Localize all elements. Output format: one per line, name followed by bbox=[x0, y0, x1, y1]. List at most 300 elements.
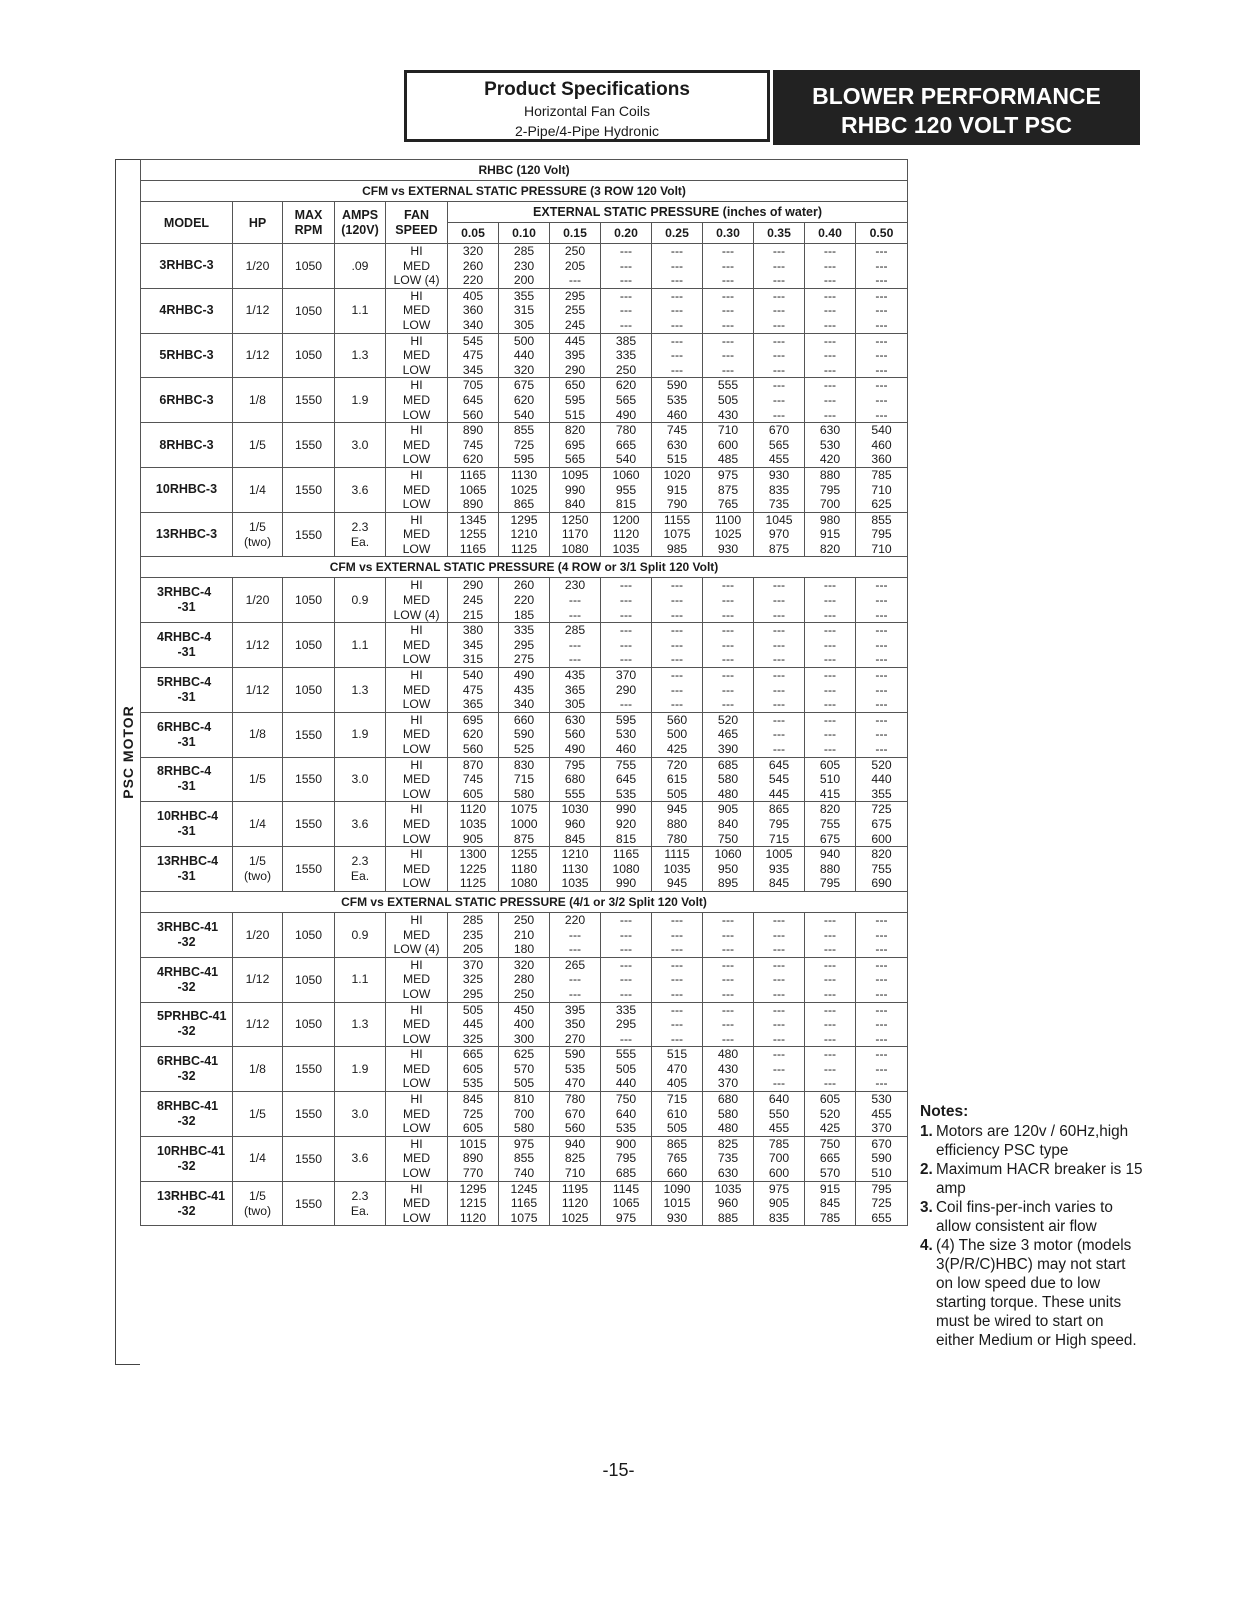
cell-line: 745 bbox=[666, 423, 688, 438]
cell-line: 1215 bbox=[459, 1196, 487, 1211]
cell-line: --- bbox=[619, 303, 633, 318]
cell-line: LOW bbox=[402, 986, 431, 1001]
cell-line: 395 bbox=[564, 1002, 586, 1017]
cell-line: --- bbox=[772, 317, 786, 332]
note-text: Motors are 120v / 60Hz,high efficiency PSC type bbox=[936, 1123, 1129, 1159]
cell-line: 515 bbox=[666, 452, 688, 467]
cfm-cell bbox=[856, 578, 908, 623]
cell-line: 590 bbox=[513, 727, 535, 742]
cfm-cell bbox=[856, 623, 908, 668]
cell-line: MED bbox=[402, 1151, 431, 1166]
cell-line: --- bbox=[772, 348, 786, 363]
note-item bbox=[920, 1122, 1145, 1160]
model-name: 5PRHBC-41 bbox=[157, 1009, 227, 1024]
cell-line: 1095 bbox=[561, 467, 589, 482]
cell-line: --- bbox=[721, 593, 735, 608]
cell-line: --- bbox=[772, 727, 786, 742]
cfm-cell bbox=[448, 378, 499, 423]
cfm-cell bbox=[754, 333, 805, 378]
cell-line: 795 bbox=[819, 876, 841, 891]
cell-line: 405 bbox=[462, 288, 484, 303]
cell-line: HI bbox=[410, 712, 423, 727]
cell-line: 1.3 bbox=[351, 1017, 369, 1032]
cell-line: --- bbox=[772, 578, 786, 593]
model-name: 10RHBC-4 bbox=[157, 809, 219, 824]
cell-line: 420 bbox=[819, 452, 841, 467]
rpm-cell: 1550 bbox=[283, 1181, 335, 1226]
cell-line: --- bbox=[772, 303, 786, 318]
section-banner-row bbox=[141, 891, 908, 912]
cfm-cell bbox=[550, 712, 601, 757]
cell-line: --- bbox=[721, 303, 735, 318]
model-suffix: -31 bbox=[177, 645, 196, 660]
cfm-cell bbox=[550, 423, 601, 468]
cell-line: 905 bbox=[768, 1196, 790, 1211]
cell-line: --- bbox=[619, 273, 633, 288]
model-cell bbox=[141, 1047, 233, 1092]
cell-line: 1/12 bbox=[245, 1017, 270, 1032]
cell-line: --- bbox=[875, 273, 888, 288]
cell-line: 1035 bbox=[459, 816, 487, 831]
rpm-cell: 1050 bbox=[283, 957, 335, 1002]
cell-line: 855 bbox=[871, 512, 892, 527]
cell-line: 600 bbox=[871, 831, 892, 846]
cell-line: HI bbox=[410, 1136, 423, 1151]
cfm-cell bbox=[703, 757, 754, 802]
cell-line: 500 bbox=[666, 727, 688, 742]
cell-line: (two) bbox=[243, 1203, 272, 1218]
cell-line: 215 bbox=[462, 607, 484, 622]
cell-line: --- bbox=[670, 637, 684, 652]
cell-line: 270 bbox=[564, 1031, 586, 1046]
cell-line: --- bbox=[670, 986, 684, 1001]
cell-line: 875 bbox=[768, 541, 790, 556]
model-suffix: -32 bbox=[177, 1024, 196, 1039]
cell-line: --- bbox=[721, 1031, 735, 1046]
cell-line: 525 bbox=[513, 742, 535, 756]
fan-speed-cell bbox=[386, 423, 448, 468]
col-esp-title: EXTERNAL STATIC PRESSURE (inches of water) bbox=[448, 202, 908, 223]
cell-line: 305 bbox=[564, 697, 586, 712]
model-name: 4RHBC-4 bbox=[157, 630, 212, 645]
model-cell bbox=[141, 288, 233, 333]
cell-line: 490 bbox=[564, 742, 586, 756]
table-row bbox=[141, 423, 908, 468]
cfm-cell bbox=[703, 378, 754, 423]
cell-line: --- bbox=[670, 927, 684, 942]
cell-line: 480 bbox=[717, 1047, 739, 1062]
cell-line: 210 bbox=[513, 927, 535, 942]
cell-line: 505 bbox=[513, 1076, 535, 1091]
cell-line: 780 bbox=[666, 831, 688, 846]
cell-line: 780 bbox=[615, 423, 637, 438]
cell-line: 315 bbox=[513, 303, 535, 318]
cfm-cell bbox=[652, 423, 703, 468]
table-row bbox=[141, 512, 908, 557]
cell-line: --- bbox=[772, 273, 786, 288]
cell-line: 1080 bbox=[510, 876, 538, 891]
hp-cell bbox=[233, 378, 283, 423]
cell-line: 960 bbox=[717, 1196, 739, 1211]
cfm-cell bbox=[703, 1181, 754, 1226]
cfm-cell bbox=[856, 288, 908, 333]
cell-line: --- bbox=[568, 942, 582, 957]
cell-line: --- bbox=[568, 637, 582, 652]
cell-line: --- bbox=[823, 407, 837, 422]
cell-line: MED bbox=[402, 482, 431, 497]
cell-line: 930 bbox=[768, 467, 790, 482]
note-text: (4) The size 3 motor (models 3(P/R/C)HBC) may not start on low speed due to low starting torque. These units must be wired to start on either Medium or High speed. bbox=[936, 1237, 1137, 1349]
cell-line: --- bbox=[619, 912, 633, 927]
cfm-cell bbox=[601, 244, 652, 289]
cell-line: 540 bbox=[462, 668, 484, 683]
column-header-row bbox=[141, 202, 908, 223]
cell-line: --- bbox=[772, 1031, 786, 1046]
cfm-cell bbox=[601, 578, 652, 623]
cell-line: --- bbox=[823, 317, 837, 332]
cell-line: LOW bbox=[402, 697, 431, 712]
cell-line: 370 bbox=[615, 668, 637, 683]
cfm-cell bbox=[601, 1136, 652, 1181]
table-row bbox=[141, 847, 908, 892]
cfm-cell bbox=[499, 467, 550, 512]
cfm-cell bbox=[856, 1047, 908, 1092]
cell-line: 365 bbox=[564, 682, 586, 697]
table-row bbox=[141, 1136, 908, 1181]
cell-line: 220 bbox=[564, 912, 586, 927]
cell-line: LOW bbox=[402, 742, 431, 756]
cell-line: --- bbox=[619, 652, 633, 667]
fan-speed-cell bbox=[386, 1181, 448, 1226]
model-suffix: -31 bbox=[177, 689, 196, 704]
cell-line: LOW bbox=[402, 541, 431, 556]
cell-line: 610 bbox=[666, 1106, 688, 1121]
cell-line: --- bbox=[619, 623, 633, 638]
cell-line: 700 bbox=[819, 497, 841, 512]
cell-line: 940 bbox=[564, 1136, 586, 1151]
cell-line: 535 bbox=[564, 1061, 586, 1076]
cfm-cell bbox=[703, 288, 754, 333]
cell-line: 715 bbox=[513, 772, 535, 787]
cell-line: 290 bbox=[615, 682, 637, 697]
cell-line: Ea. bbox=[350, 1203, 370, 1218]
cfm-cell bbox=[754, 288, 805, 333]
cfm-cell bbox=[652, 1181, 703, 1226]
cell-line: 1065 bbox=[459, 482, 487, 497]
cell-line: 350 bbox=[564, 1017, 586, 1032]
cfm-cell bbox=[652, 712, 703, 757]
cell-line: (two) bbox=[243, 534, 272, 549]
cell-line: 985 bbox=[666, 541, 688, 556]
product-spec-header bbox=[404, 70, 770, 142]
cell-line: 440 bbox=[615, 1076, 637, 1091]
cell-line: 1155 bbox=[663, 512, 691, 527]
cell-line: 1165 bbox=[459, 467, 487, 482]
cell-line: 605 bbox=[819, 1092, 841, 1107]
cfm-cell bbox=[856, 957, 908, 1002]
cell-line: 1/5 bbox=[249, 519, 266, 534]
cell-line: 545 bbox=[768, 772, 790, 787]
cfm-cell bbox=[652, 912, 703, 957]
cell-line: --- bbox=[823, 362, 837, 377]
cell-line: 955 bbox=[615, 482, 637, 497]
cell-line: 550 bbox=[768, 1106, 790, 1121]
cell-line: 810 bbox=[513, 1092, 535, 1107]
cell-line: 1130 bbox=[510, 467, 538, 482]
cell-line: MED bbox=[402, 303, 431, 318]
cell-line: MED bbox=[402, 1061, 431, 1076]
cell-line: 600 bbox=[768, 1166, 790, 1181]
fan-speed-cell bbox=[386, 244, 448, 289]
cell-line: 785 bbox=[819, 1210, 841, 1225]
fan-speed-cell bbox=[386, 288, 448, 333]
cfm-cell bbox=[550, 847, 601, 892]
cell-line: 460 bbox=[871, 437, 892, 452]
model-name: 8RHBC-3 bbox=[159, 437, 214, 452]
cell-line: 250 bbox=[615, 362, 637, 377]
cell-line: 710 bbox=[871, 482, 892, 497]
cell-line: --- bbox=[875, 593, 888, 608]
cell-line: 820 bbox=[819, 802, 841, 817]
cell-line: Ea. bbox=[350, 534, 370, 549]
cfm-cell bbox=[754, 578, 805, 623]
cell-line: --- bbox=[875, 927, 888, 942]
table-title-row bbox=[141, 160, 908, 181]
cfm-cell bbox=[805, 333, 856, 378]
cell-line: 640 bbox=[768, 1092, 790, 1107]
cell-line: 1295 bbox=[459, 1181, 487, 1196]
cell-line: --- bbox=[875, 362, 888, 377]
rpm-cell: 1050 bbox=[283, 668, 335, 713]
rpm-cell: 1050 bbox=[283, 244, 335, 289]
model-cell bbox=[141, 244, 233, 289]
cfm-cell bbox=[601, 333, 652, 378]
cell-line: --- bbox=[875, 727, 888, 742]
note-text: Coil fins-per-inch varies to allow consistent air flow bbox=[936, 1199, 1113, 1235]
cell-line: 590 bbox=[666, 378, 688, 393]
cfm-cell bbox=[499, 378, 550, 423]
cell-line: HI bbox=[410, 757, 423, 772]
cell-line: 285 bbox=[513, 244, 535, 258]
cell-line: 440 bbox=[513, 348, 535, 363]
rpm-cell: 1550 bbox=[283, 378, 335, 423]
cell-line: --- bbox=[772, 742, 786, 756]
section-banner-row bbox=[141, 181, 908, 202]
cell-line: 1/8 bbox=[249, 392, 266, 407]
cfm-cell bbox=[550, 378, 601, 423]
cell-line: 505 bbox=[717, 392, 739, 407]
cell-line: 580 bbox=[513, 786, 535, 801]
cell-line: --- bbox=[670, 972, 684, 987]
note-number: 1. bbox=[920, 1123, 933, 1140]
cell-line: --- bbox=[772, 1002, 786, 1017]
cfm-cell bbox=[499, 333, 550, 378]
fan-speed-cell bbox=[386, 957, 448, 1002]
cell-line: --- bbox=[823, 1017, 837, 1032]
cell-line: --- bbox=[670, 348, 684, 363]
cell-line: 315 bbox=[462, 652, 484, 667]
cfm-cell bbox=[448, 623, 499, 668]
cell-line: 580 bbox=[717, 1106, 739, 1121]
cell-line: --- bbox=[670, 912, 684, 927]
cell-line: 675 bbox=[819, 831, 841, 846]
cfm-cell bbox=[856, 912, 908, 957]
amps-cell bbox=[335, 244, 386, 289]
cell-line: 1035 bbox=[714, 1181, 742, 1196]
cfm-cell bbox=[499, 1002, 550, 1047]
cell-line: 335 bbox=[615, 348, 637, 363]
cell-line: 885 bbox=[717, 1210, 739, 1225]
cell-line: --- bbox=[823, 258, 837, 273]
cfm-cell bbox=[754, 423, 805, 468]
cell-line: HI bbox=[410, 623, 423, 638]
amps-cell bbox=[335, 802, 386, 847]
cfm-cell bbox=[703, 467, 754, 512]
cfm-cell bbox=[499, 623, 550, 668]
cell-line: --- bbox=[772, 912, 786, 927]
cell-line: --- bbox=[875, 957, 888, 972]
cell-line: 505 bbox=[615, 1061, 637, 1076]
cell-line: 460 bbox=[615, 742, 637, 756]
cfm-cell bbox=[703, 512, 754, 557]
fan-speed-cell bbox=[386, 578, 448, 623]
cfm-cell bbox=[805, 423, 856, 468]
cell-line: 1/5 bbox=[249, 854, 266, 869]
cfm-cell bbox=[448, 802, 499, 847]
amps-cell bbox=[335, 1136, 386, 1181]
cell-line: 620 bbox=[513, 392, 535, 407]
cell-line: 370 bbox=[871, 1121, 892, 1136]
cfm-cell bbox=[754, 1002, 805, 1047]
cell-line: 370 bbox=[717, 1076, 739, 1091]
table-row bbox=[141, 467, 908, 512]
cfm-cell bbox=[856, 802, 908, 847]
cell-line: 335 bbox=[615, 1002, 637, 1017]
cfm-cell bbox=[856, 333, 908, 378]
cell-line: MED bbox=[402, 861, 431, 876]
cell-line: 725 bbox=[871, 802, 892, 817]
cell-line: 1195 bbox=[561, 1181, 589, 1196]
cell-line: 880 bbox=[819, 861, 841, 876]
cell-line: 695 bbox=[564, 437, 586, 452]
model-cell bbox=[141, 578, 233, 623]
cell-line: --- bbox=[721, 927, 735, 942]
cell-line: 230 bbox=[564, 578, 586, 593]
cfm-cell bbox=[856, 757, 908, 802]
cell-line: 640 bbox=[615, 1106, 637, 1121]
cell-line: 1255 bbox=[510, 847, 538, 862]
cell-line: --- bbox=[875, 288, 888, 303]
cfm-cell bbox=[601, 467, 652, 512]
cell-line: --- bbox=[772, 712, 786, 727]
cfm-cell bbox=[754, 512, 805, 557]
hp-cell bbox=[233, 668, 283, 713]
cell-line: --- bbox=[772, 972, 786, 987]
cell-line: --- bbox=[670, 668, 684, 683]
cell-line: --- bbox=[823, 1047, 837, 1062]
cell-line: 765 bbox=[666, 1151, 688, 1166]
cfm-cell bbox=[754, 802, 805, 847]
cfm-cell bbox=[499, 712, 550, 757]
cell-line: HI bbox=[410, 1002, 423, 1017]
table-row bbox=[141, 802, 908, 847]
table-row bbox=[141, 288, 908, 333]
cell-line: --- bbox=[875, 607, 888, 622]
cell-line: --- bbox=[721, 333, 735, 348]
rpm-cell: 1050 bbox=[283, 288, 335, 333]
cell-line: 990 bbox=[615, 802, 637, 817]
model-cell bbox=[141, 423, 233, 468]
cell-line: 1/4 bbox=[249, 482, 266, 497]
table-row bbox=[141, 1002, 908, 1047]
cell-line: 540 bbox=[615, 452, 637, 467]
cell-line: 180 bbox=[513, 942, 535, 957]
cell-line: --- bbox=[875, 1002, 888, 1017]
cell-line: 250 bbox=[513, 912, 535, 927]
cfm-cell bbox=[550, 1092, 601, 1137]
cfm-cell bbox=[601, 423, 652, 468]
rpm-cell: 1550 bbox=[283, 757, 335, 802]
model-cell bbox=[141, 712, 233, 757]
cfm-cell bbox=[703, 1136, 754, 1181]
cell-line: 490 bbox=[615, 407, 637, 422]
cell-line: 1.9 bbox=[351, 392, 369, 407]
cell-line: --- bbox=[772, 986, 786, 1001]
cell-line: 560 bbox=[564, 727, 586, 742]
cell-line: 445 bbox=[768, 786, 790, 801]
cell-line: 565 bbox=[768, 437, 790, 452]
cell-line: HI bbox=[410, 333, 423, 348]
cell-line: 1/20 bbox=[245, 927, 270, 942]
cfm-cell bbox=[856, 1092, 908, 1137]
cell-line: 290 bbox=[462, 578, 484, 593]
cell-line: LOW bbox=[402, 362, 431, 377]
cell-line: 1200 bbox=[612, 512, 640, 527]
cfm-cell bbox=[805, 512, 856, 557]
cell-line: 1080 bbox=[612, 861, 640, 876]
cell-line: --- bbox=[823, 957, 837, 972]
cfm-cell bbox=[703, 1002, 754, 1047]
cell-line: --- bbox=[823, 1061, 837, 1076]
cell-line: --- bbox=[619, 607, 633, 622]
cell-line: 750 bbox=[717, 831, 739, 846]
cfm-cell bbox=[499, 1181, 550, 1226]
cell-line: 915 bbox=[819, 527, 841, 542]
cell-line: --- bbox=[875, 1061, 888, 1076]
amps-cell bbox=[335, 1002, 386, 1047]
cell-line: HI bbox=[410, 467, 423, 482]
cell-line: 820 bbox=[819, 541, 841, 556]
cfm-cell bbox=[754, 378, 805, 423]
cell-line: 700 bbox=[768, 1151, 790, 1166]
cfm-cell bbox=[805, 467, 856, 512]
table-title: RHBC (120 Volt) bbox=[141, 160, 908, 181]
cell-line: 1165 bbox=[612, 847, 640, 862]
rpm-cell: 1050 bbox=[283, 912, 335, 957]
cell-line: 620 bbox=[462, 452, 484, 467]
cell-line: HI bbox=[410, 244, 423, 258]
cell-line: --- bbox=[875, 333, 888, 348]
cell-line: 1.1 bbox=[351, 637, 369, 652]
cell-line: --- bbox=[772, 927, 786, 942]
cell-line: 320 bbox=[513, 362, 535, 377]
cell-line: 1065 bbox=[612, 1196, 640, 1211]
cfm-cell bbox=[703, 1047, 754, 1092]
cell-line: 1165 bbox=[510, 1196, 538, 1211]
model-cell bbox=[141, 512, 233, 557]
cfm-cell bbox=[856, 423, 908, 468]
notes-list bbox=[920, 1122, 1145, 1350]
